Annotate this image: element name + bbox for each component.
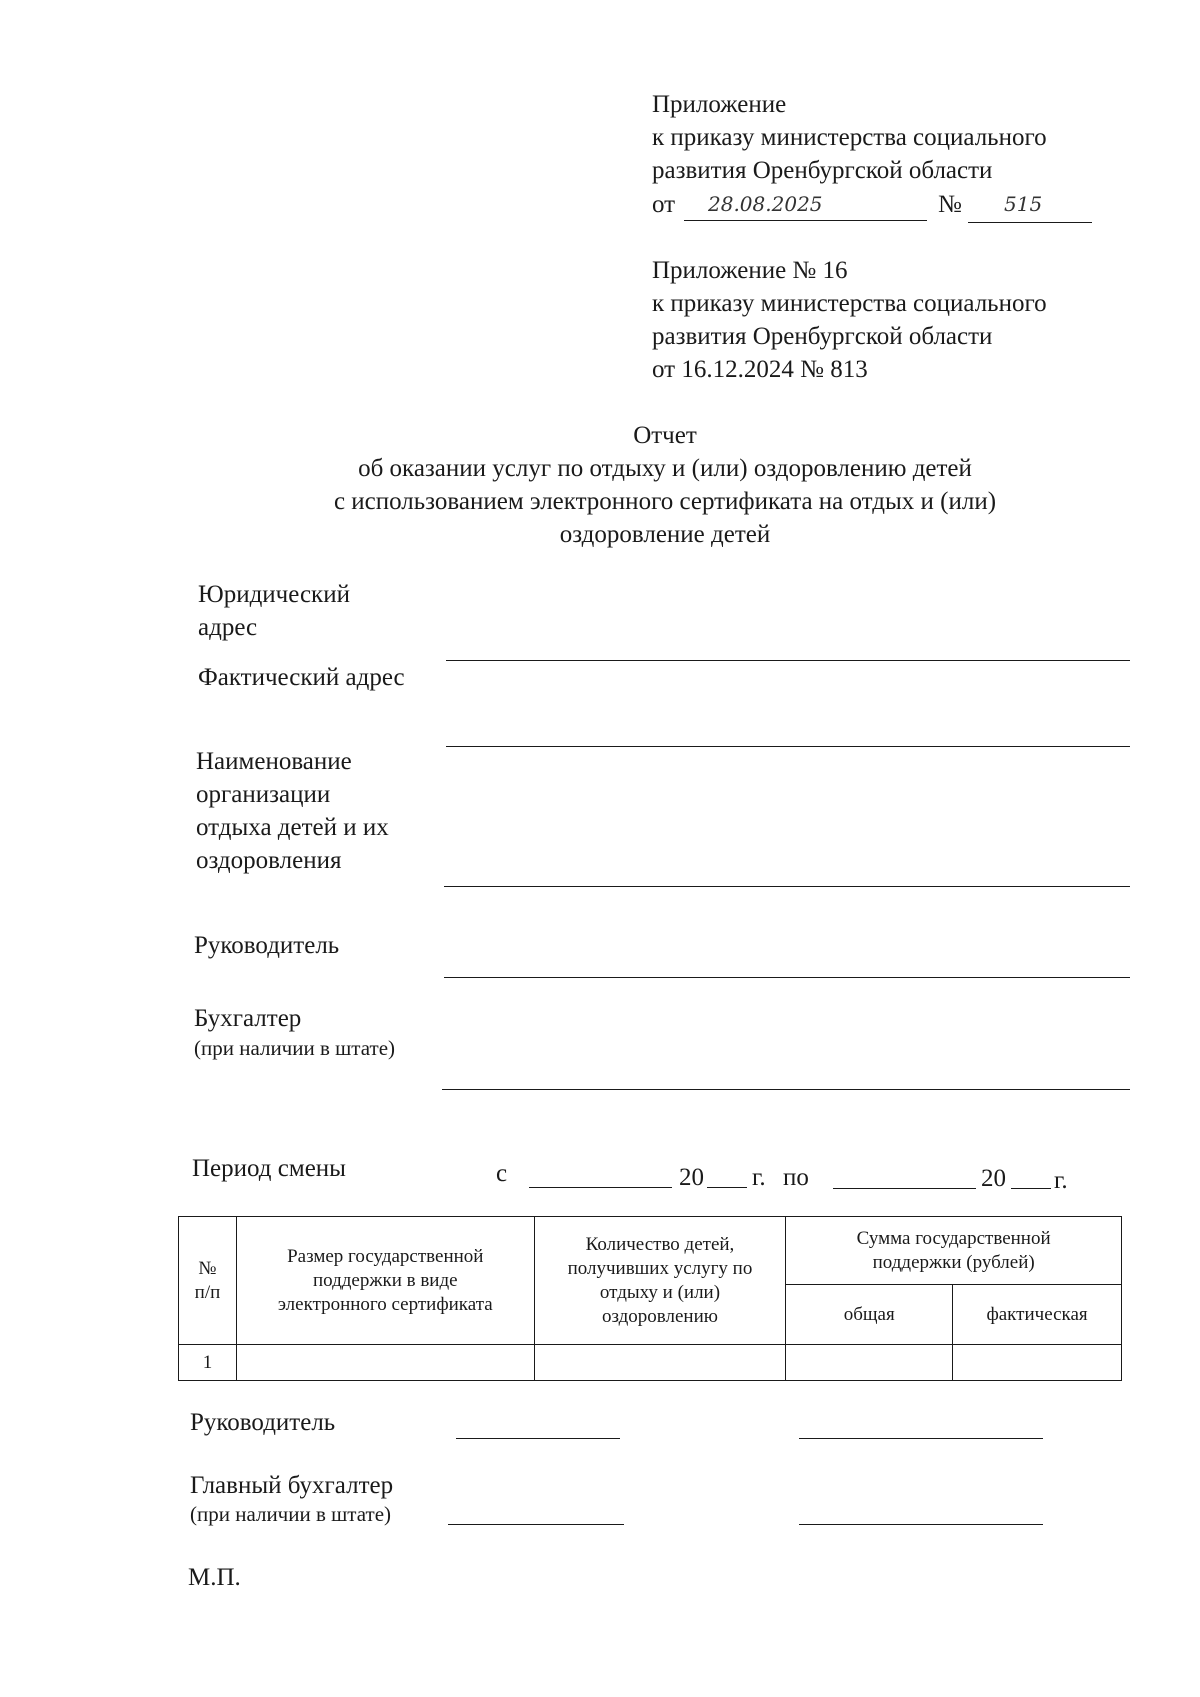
org-name-label-line: отдыха детей и их [196,814,389,841]
period-year-line-2 [1011,1188,1051,1189]
actual-address-label: Фактический адрес [198,664,405,691]
signature-chief-accountant-note: (при наличии в штате) [190,1502,392,1526]
org-name-label-line: организации [196,781,331,808]
appendix-16-title: Приложение № 16 [652,257,848,284]
handwritten-date: 28.08.2025 [708,192,823,216]
header-sum-total: общая [786,1285,953,1345]
period-to: по [783,1164,809,1191]
header-support-sum [786,1217,1122,1285]
header-line: электронного сертификата [277,1293,493,1315]
period-year-prefix-2: 20 [981,1165,1006,1192]
row-cell-sum-actual [953,1345,1122,1381]
table-row [179,1345,1122,1381]
period-year-suffix-2: г. [1054,1167,1068,1194]
header-line: отдыху и (или) [599,1281,721,1303]
signature-chief-accountant-line [448,1524,624,1525]
signature-chief-accountant-name-line [799,1524,1043,1525]
report-title-word: Отчет [633,422,697,449]
stamp-place: М.П. [188,1564,241,1591]
row-cell-size [236,1345,534,1381]
period-from: с [496,1160,508,1187]
row-cell-sum-total [786,1345,953,1381]
date-underline [684,220,927,221]
header-num [179,1217,237,1345]
appendix-16-line: к приказу министерства социального [652,290,1047,317]
period-year-suffix-1: г. [752,1164,766,1191]
header-certificate-size [236,1217,534,1345]
appendix-title: Приложение [652,91,787,118]
appendix-16-line: от 16.12.2024 № 813 [652,356,868,383]
head-label: Руководитель [194,932,340,959]
header-line: поддержки в виде [312,1269,458,1291]
table-header-row [179,1217,1122,1285]
period-year-line-1 [707,1187,747,1188]
header-line: оздоровлению [601,1305,718,1327]
report-title-line: об оказании услуг по отдыху и (или) оздоровлению детей [358,455,972,482]
legal-address-label [198,578,350,644]
report-title-line: оздоровление детей [559,521,771,548]
row-num: 1 [179,1345,237,1381]
header-sum-actual: фактическая [953,1285,1122,1345]
legal-address-label-line: адрес [198,614,258,641]
appendix-from-label: от [652,191,676,218]
head-line [444,977,1130,978]
signature-head-line [456,1438,620,1439]
header-line: Количество детей, [585,1233,735,1255]
accountant-label: Бухгалтер [194,1005,302,1032]
org-name-label-line: оздоровления [196,847,342,874]
org-name-line [444,886,1130,887]
number-underline [968,222,1092,223]
signature-chief-accountant-label: Главный бухгалтер [190,1472,394,1499]
header-line: получивших услугу по [567,1257,753,1279]
period-label: Период смены [192,1155,346,1182]
appendix-header [652,88,1047,187]
header-children-count [534,1217,786,1345]
accountant-note: (при наличии в штате) [194,1036,396,1060]
actual-address-line [446,746,1130,747]
appendix-16-header [652,254,1047,386]
header-line: Размер государственной [287,1245,484,1267]
header-num-line: № [198,1257,217,1279]
header-num-line: п/п [194,1281,221,1303]
report-title [0,419,1200,551]
accountant-line [442,1089,1130,1090]
header-line: поддержки (рублей) [872,1251,1035,1273]
appendix-16-line: развития Оренбургской области [652,323,993,350]
legal-address-line [446,660,1130,661]
header-line: Сумма государственной [856,1227,1051,1249]
handwritten-number: 515 [1004,192,1043,216]
period-year-prefix-1: 20 [679,1164,704,1191]
report-title-line: с использованием электронного сертификата на отдых и (или) [333,488,997,515]
period-end-line [833,1188,976,1189]
signature-head-name-line [799,1438,1043,1439]
appendix-line: к приказу министерства социального [652,124,1047,151]
signature-head-label: Руководитель [190,1409,336,1436]
legal-address-label-line: Юридический [198,581,350,608]
org-name-label-line: Наименование [196,748,352,775]
org-name-label [196,745,389,877]
report-table [178,1216,1122,1381]
appendix-number-label: № [938,191,962,218]
appendix-line: развития Оренбургской области [652,157,993,184]
period-start-line [529,1187,672,1188]
row-cell-count [534,1345,786,1381]
